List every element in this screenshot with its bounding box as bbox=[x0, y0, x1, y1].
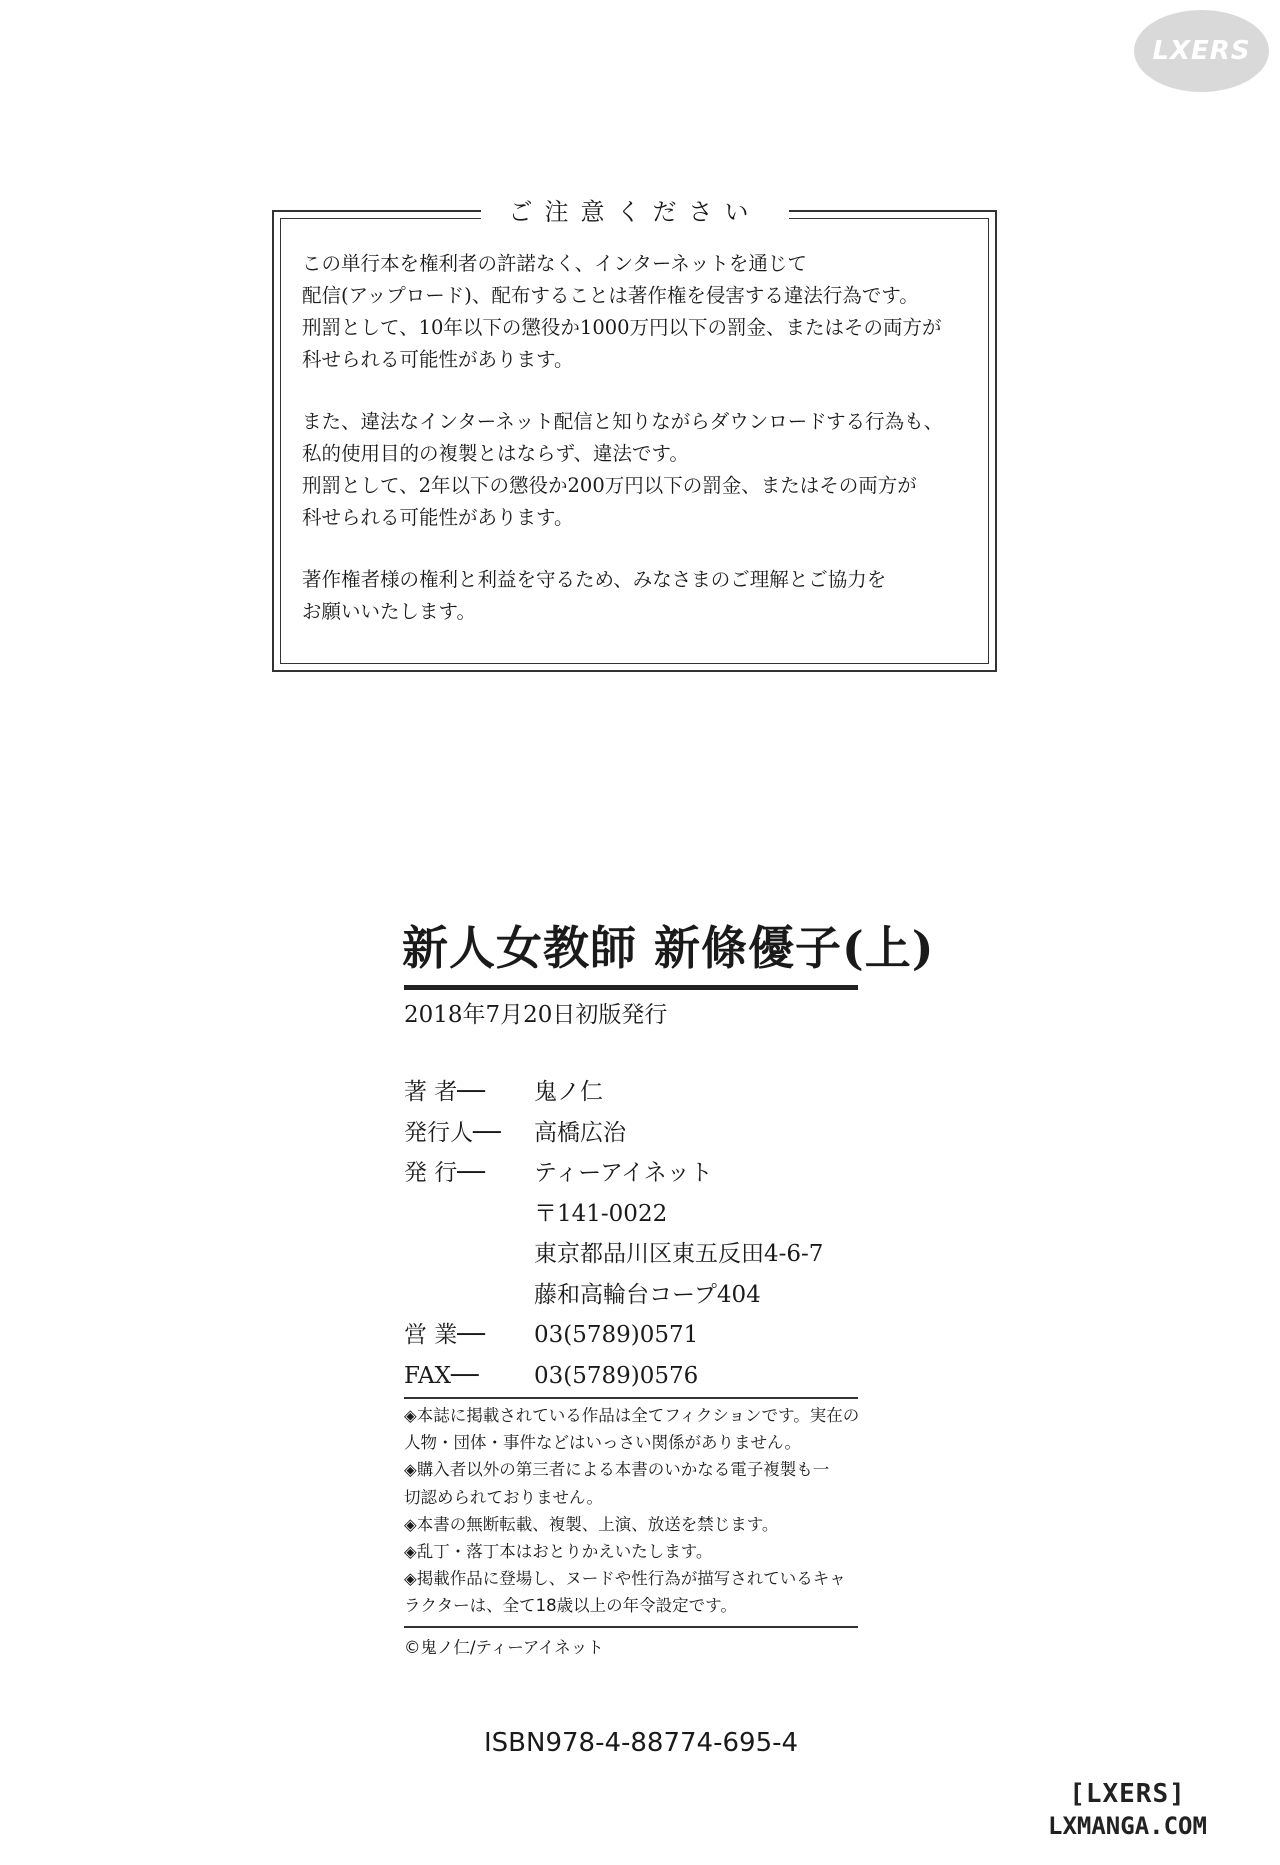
note-line: 切認められておりません。 bbox=[404, 1487, 603, 1507]
address-line: 藤和高輪台コープ404 bbox=[534, 1281, 761, 1308]
credit-row-sales bbox=[404, 1315, 823, 1356]
notice-line: 私的使用目的の複製とはならず、違法です。 bbox=[302, 442, 689, 465]
lxers-logo-watermark bbox=[1134, 10, 1269, 92]
credit-row-publisher-person bbox=[404, 1113, 823, 1154]
notice-paragraph bbox=[302, 406, 985, 534]
credit-value: 03(5789)0576 bbox=[534, 1362, 699, 1389]
note-line: 人物・団体・事件などはいっさい関係がありません。 bbox=[404, 1433, 801, 1453]
notice-line: 著作権者様の権利と利益を守るため、みなさまのご理解とご協力を bbox=[302, 568, 887, 591]
credit-label: 発行人── bbox=[404, 1119, 501, 1146]
credit-label: 著 者── bbox=[404, 1079, 486, 1105]
credit-value: 鬼ノ仁 bbox=[534, 1079, 603, 1105]
notice-body bbox=[302, 248, 985, 658]
credit-label: FAX── bbox=[404, 1362, 479, 1389]
publication-date: 2018年7月20日初版発行 bbox=[404, 1002, 668, 1028]
credit-label: 営 業── bbox=[404, 1322, 486, 1348]
note-line: ◈本誌に掲載されている作品は全てフィクションです。実在の bbox=[404, 1406, 860, 1425]
credit-value: ティーアイネット bbox=[534, 1160, 713, 1186]
notice-line: また、違法なインターネット配信と知りながらダウンロードする行為も、 bbox=[302, 410, 944, 433]
isbn: ISBN978-4-88774-695-4 bbox=[484, 1728, 799, 1758]
lxmanga-watermark bbox=[1048, 1778, 1207, 1842]
notice-line: 刑罰として、10年以下の懲役か1000万円以下の罰金、またはその両方が bbox=[302, 316, 942, 339]
credit-value: 高橋広治 bbox=[534, 1119, 626, 1146]
note-line: ラクターは、全て18歳以上の年令設定です。 bbox=[404, 1596, 737, 1616]
legal-notes bbox=[404, 1402, 859, 1661]
copyright-line: ©鬼ノ仁/ティーアイネット bbox=[404, 1637, 604, 1657]
note-line: ◈掲載作品に登場し、ヌードや性行為が描写されているキャ bbox=[404, 1569, 846, 1589]
address-line: 東京都品川区東五反田4-6-7 bbox=[534, 1241, 824, 1267]
notice-line: 科せられる可能性があります。 bbox=[302, 506, 574, 529]
notice-paragraph bbox=[302, 564, 985, 628]
note-line: ◈本書の無断転載、複製、上演、放送を禁じます。 bbox=[404, 1514, 779, 1534]
copyright-notice-box bbox=[272, 198, 997, 672]
title-divider bbox=[404, 985, 858, 990]
notice-line: 配信(アップロード)、配布することは著作権を侵害する違法行為です。 bbox=[302, 284, 919, 307]
note-line: ◈乱丁・落丁本はおとりかえいたします。 bbox=[404, 1542, 713, 1562]
credit-row-fax bbox=[404, 1356, 823, 1397]
notice-line: 刑罰として、2年以下の懲役か200万円以下の罰金、またはその両方が bbox=[302, 474, 917, 497]
notes-divider bbox=[404, 1397, 858, 1399]
credit-value: 03(5789)0571 bbox=[534, 1322, 699, 1348]
lxers-logo-text: LXERS bbox=[1152, 36, 1251, 66]
notice-line: 科せられる可能性があります。 bbox=[302, 348, 574, 371]
colophon-credits bbox=[404, 1072, 823, 1396]
watermark-line: [LXERS] bbox=[1069, 1779, 1186, 1809]
notice-line: この単行本を権利者の許諾なく、インターネットを通じて bbox=[302, 252, 807, 275]
credit-row-publisher bbox=[404, 1153, 823, 1194]
notice-line: お願いいたします。 bbox=[302, 600, 476, 623]
copyright-divider bbox=[404, 1626, 858, 1628]
notice-title: ご注意ください bbox=[481, 192, 789, 227]
watermark-line: LXMANGA.COM bbox=[1048, 1812, 1207, 1840]
book-title: 新人女教師 新條優子(上) bbox=[402, 921, 935, 975]
note-line: ◈購入者以外の第三者による本書のいかなる電子複製も一 bbox=[404, 1460, 830, 1480]
credit-label: 発 行── bbox=[404, 1160, 486, 1186]
notice-paragraph bbox=[302, 248, 985, 376]
postal-code: 〒141-0022 bbox=[534, 1200, 668, 1227]
credit-row-author bbox=[404, 1072, 823, 1113]
